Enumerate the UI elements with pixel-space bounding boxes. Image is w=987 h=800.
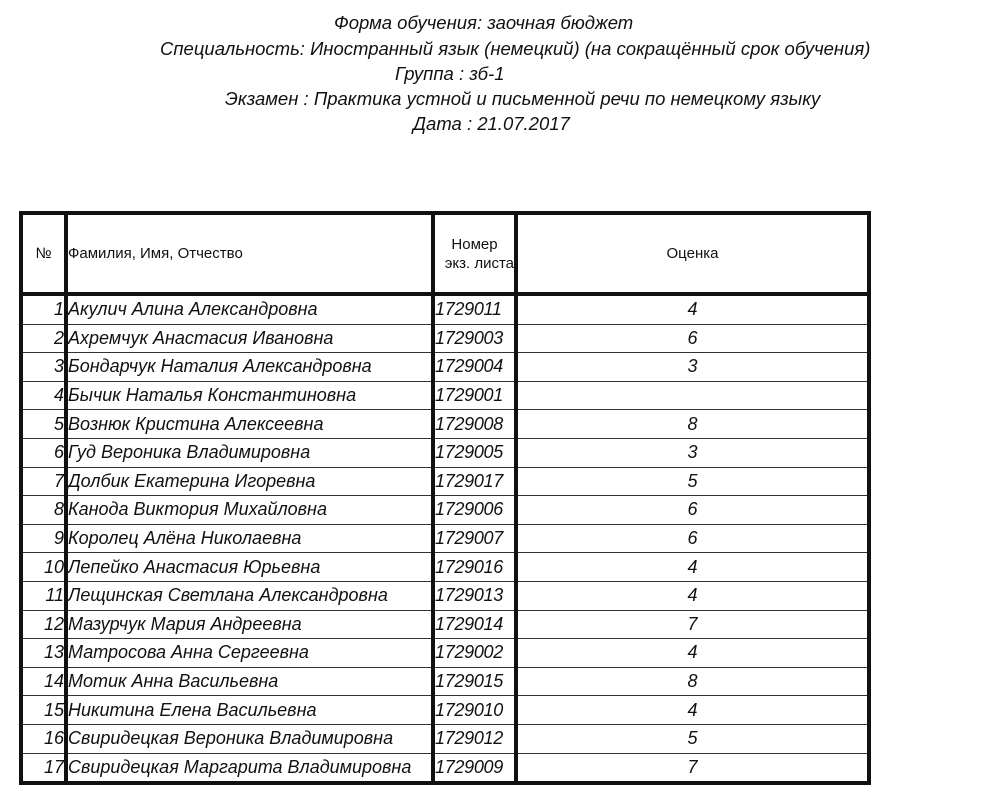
grade-value: 8 (516, 667, 869, 696)
student-name: Лепейко Анастасия Юрьевна (66, 553, 433, 582)
exam-sheet-number: 1729012 (433, 724, 516, 753)
student-name: Гуд Вероника Владимировна (66, 438, 433, 467)
exam-sheet-number: 1729004 (433, 353, 516, 382)
table-row (21, 410, 869, 439)
group-line: Группа : зб-1 (395, 63, 505, 84)
column-header-grade: Оценка (516, 213, 869, 294)
student-name: Мотик Анна Васильевна (66, 667, 433, 696)
table-row (21, 553, 869, 582)
grade-value: 5 (516, 467, 869, 496)
row-number: 13 (21, 639, 66, 668)
exam-sheet-number: 1729008 (433, 410, 516, 439)
row-number: 15 (21, 696, 66, 725)
table-row (21, 438, 869, 467)
row-number: 11 (21, 581, 66, 610)
row-number: 5 (21, 410, 66, 439)
table-row (21, 353, 869, 382)
study-form-line: Форма обучения: заочная бюджет (334, 12, 634, 33)
exam-sheet-number: 1729007 (433, 524, 516, 553)
exam-sheet-number: 1729009 (433, 753, 516, 783)
row-number: 7 (21, 467, 66, 496)
column-header-sheet (433, 213, 516, 294)
grade-value: 4 (516, 696, 869, 725)
exam-sheet-number: 1729014 (433, 610, 516, 639)
exam-sheet-number: 1729005 (433, 438, 516, 467)
row-number: 17 (21, 753, 66, 783)
table-row (21, 581, 869, 610)
row-number: 14 (21, 667, 66, 696)
row-number: 16 (21, 724, 66, 753)
table-row (21, 639, 869, 668)
grade-value: 3 (516, 353, 869, 382)
table-row (21, 696, 869, 725)
grade-value: 4 (516, 639, 869, 668)
table-row (21, 753, 869, 783)
grade-value: 4 (516, 553, 869, 582)
student-name: Никитина Елена Васильевна (66, 696, 433, 725)
student-name: Бондарчук Наталия Александровна (66, 353, 433, 382)
table-row (21, 324, 869, 353)
grade-value: 4 (687, 299, 698, 320)
row-number: 1 (21, 294, 66, 324)
student-name: Королец Алёна Николаевна (66, 524, 433, 553)
student-name: Вознюк Кристина Алексеевна (66, 410, 433, 439)
exam-sheet-number: 1729015 (433, 667, 516, 696)
specialty-line: Специальность: Иностранный язык (немецкий) (на сокращённый срок обучения) (160, 38, 871, 59)
exam-sheet-number: 1729002 (433, 639, 516, 668)
row-number: 4 (21, 381, 66, 410)
student-name: Ахремчук Анастасия Ивановна (66, 324, 433, 353)
student-name: Свиридецкая Маргарита Владимировна (66, 753, 433, 783)
sheet-header-line1: Номер (451, 235, 498, 253)
grade-value: 3 (516, 438, 869, 467)
table-row (21, 524, 869, 553)
grade-value: 4 (516, 581, 869, 610)
table-row (21, 667, 869, 696)
exam-sheet-number: 1729016 (433, 553, 516, 582)
table-row (21, 724, 869, 753)
row-number: 9 (21, 524, 66, 553)
column-header-name: Фамилия, Имя, Отчество (66, 213, 433, 294)
table-row (21, 496, 869, 525)
grade-value: 5 (516, 724, 869, 753)
table-row (21, 294, 869, 324)
exam-sheet-number: 1729006 (433, 496, 516, 525)
grades-table (19, 211, 871, 785)
exam-sheet-number: 1729001 (433, 381, 516, 410)
row-number: 2 (21, 324, 66, 353)
student-name: Мазурчук Мария Андреевна (66, 610, 433, 639)
row-number: 8 (21, 496, 66, 525)
exam-sheet-number: 1729017 (433, 467, 516, 496)
sheet-header-line2: экз. листа (444, 254, 514, 272)
table-row (21, 610, 869, 639)
exam-sheet-number: 1729011 (433, 294, 516, 324)
exam-sheet-number: 1729003 (433, 324, 516, 353)
grade-value: 6 (516, 324, 869, 353)
student-name: Долбик Екатерина Игоревна (66, 467, 433, 496)
exam-sheet-number: 1729013 (433, 581, 516, 610)
student-name: Лещинская Светлана Александровна (66, 581, 433, 610)
exam-sheet-number: 1729010 (433, 696, 516, 725)
row-number: 6 (21, 438, 66, 467)
table-header-row (21, 213, 869, 294)
student-name: Канода Виктория Михайловна (66, 496, 433, 525)
row-number: 12 (21, 610, 66, 639)
grade-value: 6 (516, 496, 869, 525)
row-number: 3 (21, 353, 66, 382)
student-name: Бычик Наталья Константиновна (66, 381, 433, 410)
column-header-number: № (21, 213, 66, 294)
student-name: Матросова Анна Сергеевна (66, 639, 433, 668)
exam-line: Экзамен : Практика устной и письменной речи по немецкому языку (225, 88, 821, 109)
grade-value: 6 (516, 524, 869, 553)
date-line: Дата : 21.07.2017 (413, 113, 570, 134)
student-name: Свиридецкая Вероника Владимировна (66, 724, 433, 753)
row-number: 10 (21, 553, 66, 582)
student-name: Акулич Алина Александровна (66, 294, 433, 324)
table-row (21, 381, 869, 410)
grade-value (516, 381, 869, 410)
grade-value: 7 (516, 610, 869, 639)
grade-value: 8 (516, 410, 869, 439)
table-row (21, 467, 869, 496)
grade-value: 7 (516, 753, 869, 783)
